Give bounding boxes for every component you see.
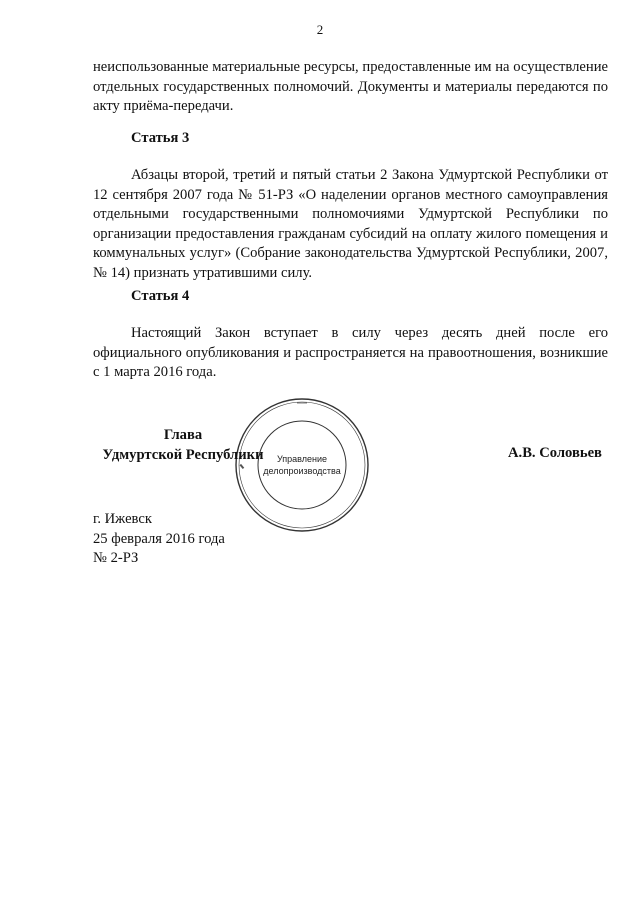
page-number: 2	[316, 22, 324, 37]
stamp-center-line1: Управление	[276, 454, 328, 464]
article-3-text: Абзацы второй, третий и пятый статьи 2 Закона Удмуртской Республики от 12 сентября 2007 года № 51-РЗ «О наделении органов местного самоуправления отдельными государственными полномочиями Удмуртской Республики по организации предоставления гражданам субсидий на оплату жилого помещения и коммунальных услуг» (Собрание законодательства Удмуртской Республики, 2007, № 14) признать утратившими силу.	[93, 167, 608, 281]
paragraph-continuation: неиспользованные материальные ресурсы, предоставленные им на осуществление отдельных государственных полномочий. Документы и материалы передаются по акту приёма-передачи.	[93, 59, 608, 114]
signature-title-line1: Глава	[163, 427, 203, 443]
article-4-text: Настоящий Закон вступает в силу через десять дней после его официального опубликования и распространяется на правоотношения, возникшие с 1 марта 2016 года.	[93, 325, 608, 380]
footer-date: 25 февраля 2016 года	[93, 530, 225, 547]
stamp-center-line2: делопроизводства	[263, 466, 341, 476]
article-3-heading: Статья 3	[131, 130, 190, 146]
signature-title-line2: Удмуртской Республики	[102, 447, 264, 463]
footer-block	[93, 510, 225, 569]
official-seal-stamp	[232, 395, 372, 535]
signatory-name: А.В. Соловьев	[508, 445, 602, 461]
article-4-heading: Статья 4	[131, 288, 190, 304]
footer-law-number: № 2-РЗ	[93, 550, 139, 566]
signature-title	[93, 425, 273, 465]
footer-city: г. Ижевск	[93, 511, 152, 527]
